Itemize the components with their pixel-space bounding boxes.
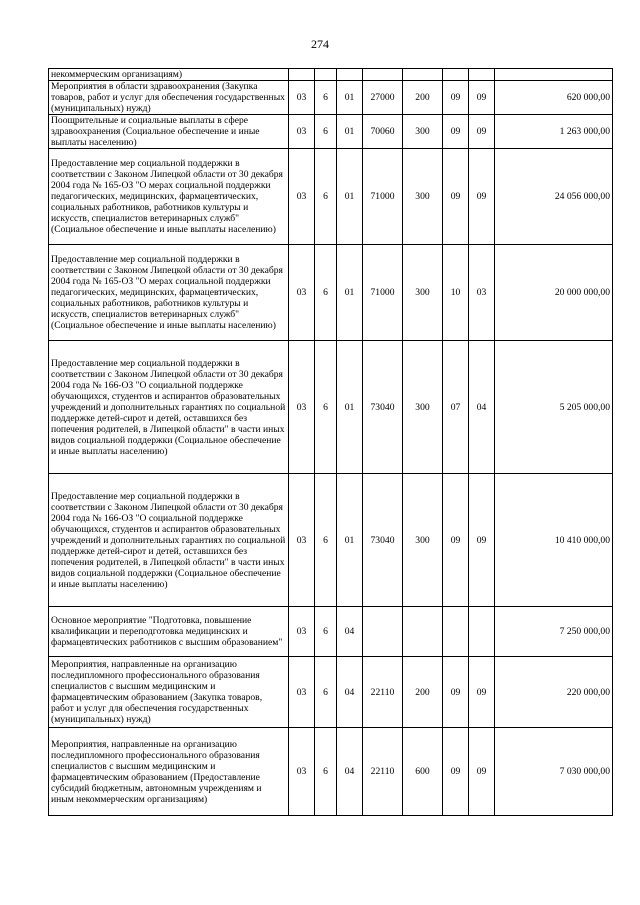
description-cell: Предоставление мер социальной поддержки в соответствии с Законом Липецкой области от 30 декабря 2004 года № 166-ОЗ "О социальной поддержке обучающихся, студентов и аспирантов образовательных учреждений и дополнительных гарантиях по социальной поддержке детей-сирот и детей, оставшихся без попечения родителей, в Липецкой области" в части иных видов социальной поддержки (Социальное обеспечение и иные выплаты населению) bbox=[49, 341, 289, 474]
subsection-cell: 09 bbox=[469, 149, 495, 245]
program-code-cell: 03 bbox=[289, 341, 315, 474]
section-cell: 09 bbox=[443, 81, 469, 115]
program-code-cell: 03 bbox=[289, 115, 315, 149]
description-cell: Мероприятия, направленные на организацию последипломного профессионального образования специалистов с высшим медицинским и фармацевтическим образованием (Закупка товаров, работ и услуг для обеспечения государственных (муниципальных) нужд) bbox=[49, 657, 289, 728]
program-code-cell: 03 bbox=[289, 81, 315, 115]
subprogram-code-cell: 6 bbox=[315, 474, 337, 607]
description-cell: Основное мероприятие "Подготовка, повышение квалификации и переподготовка медицинских и фармацевтических работников с высшим образованием" bbox=[49, 607, 289, 657]
subprogram-code-cell: 6 bbox=[315, 341, 337, 474]
direction-code-cell: 71000 bbox=[363, 149, 403, 245]
section-cell: 09 bbox=[443, 657, 469, 728]
expense-type-cell: 200 bbox=[403, 657, 443, 728]
expense-type-cell: 200 bbox=[403, 81, 443, 115]
budget-table bbox=[48, 68, 613, 816]
table-row bbox=[49, 657, 613, 728]
program-code-cell: 03 bbox=[289, 607, 315, 657]
description-cell: Мероприятия, направленные на организацию последипломного профессионального образования специалистов с высшим медицинским и фармацевтическим образованием (Предоставление субсидий бюджетным, автономным учреждениям и иным некоммерческим организациям) bbox=[49, 728, 289, 816]
main-activity-code-cell: 01 bbox=[337, 115, 363, 149]
direction-code-cell: 71000 bbox=[363, 245, 403, 341]
expense-type-cell bbox=[403, 69, 443, 81]
main-activity-code-cell bbox=[337, 69, 363, 81]
direction-code-cell bbox=[363, 69, 403, 81]
subprogram-code-cell: 6 bbox=[315, 115, 337, 149]
table-row bbox=[49, 607, 613, 657]
main-activity-code-cell: 01 bbox=[337, 81, 363, 115]
table-row bbox=[49, 474, 613, 607]
subprogram-code-cell: 6 bbox=[315, 245, 337, 341]
subsection-cell: 09 bbox=[469, 474, 495, 607]
subprogram-code-cell: 6 bbox=[315, 657, 337, 728]
expense-type-cell: 300 bbox=[403, 149, 443, 245]
subsection-cell: 04 bbox=[469, 341, 495, 474]
section-cell: 09 bbox=[443, 115, 469, 149]
program-code-cell: 03 bbox=[289, 728, 315, 816]
expense-type-cell: 300 bbox=[403, 115, 443, 149]
subsection-cell: 09 bbox=[469, 657, 495, 728]
subprogram-code-cell: 6 bbox=[315, 149, 337, 245]
table-row bbox=[49, 341, 613, 474]
table-row bbox=[49, 115, 613, 149]
amount-cell: 10 410 000,00 bbox=[495, 474, 613, 607]
main-activity-code-cell: 01 bbox=[337, 341, 363, 474]
program-code-cell: 03 bbox=[289, 474, 315, 607]
subsection-cell bbox=[469, 69, 495, 81]
amount-cell: 7 250 000,00 bbox=[495, 607, 613, 657]
section-cell bbox=[443, 69, 469, 81]
expense-type-cell: 300 bbox=[403, 341, 443, 474]
description-cell: Предоставление мер социальной поддержки в соответствии с Законом Липецкой области от 30 декабря 2004 года № 166-ОЗ "О социальной поддержке обучающихся, студентов и аспирантов образовательных учреждений и дополнительных гарантиях по социальной поддержке детей-сирот и детей, оставшихся без попечения родителей, в Липецкой области" в части иных видов социальной поддержки (Социальное обеспечение и иные выплаты населению) bbox=[49, 474, 289, 607]
section-cell: 09 bbox=[443, 728, 469, 816]
direction-code-cell: 27000 bbox=[363, 81, 403, 115]
subsection-cell: 09 bbox=[469, 81, 495, 115]
table-row bbox=[49, 81, 613, 115]
table-row bbox=[49, 69, 613, 81]
description-cell: некоммерческим организациям) bbox=[49, 69, 289, 81]
direction-code-cell bbox=[363, 607, 403, 657]
subsection-cell bbox=[469, 607, 495, 657]
subsection-cell: 09 bbox=[469, 115, 495, 149]
direction-code-cell: 70060 bbox=[363, 115, 403, 149]
section-cell: 09 bbox=[443, 149, 469, 245]
description-cell: Предоставление мер социальной поддержки в соответствии с Законом Липецкой области от 30 декабря 2004 года № 165-ОЗ "О мерах социальной поддержки педагогических, медицинских, фармацевтических, социальных работников, работников культуры и искусств, специалистов ветеринарных служб" (Социальное обеспечение и иные выплаты населению) bbox=[49, 245, 289, 341]
main-activity-code-cell: 04 bbox=[337, 657, 363, 728]
direction-code-cell: 22110 bbox=[363, 728, 403, 816]
direction-code-cell: 73040 bbox=[363, 474, 403, 607]
subprogram-code-cell: 6 bbox=[315, 728, 337, 816]
main-activity-code-cell: 04 bbox=[337, 728, 363, 816]
subprogram-code-cell: 6 bbox=[315, 81, 337, 115]
amount-cell: 24 056 000,00 bbox=[495, 149, 613, 245]
subsection-cell: 03 bbox=[469, 245, 495, 341]
section-cell: 07 bbox=[443, 341, 469, 474]
program-code-cell: 03 bbox=[289, 657, 315, 728]
program-code-cell bbox=[289, 69, 315, 81]
amount-cell: 220 000,00 bbox=[495, 657, 613, 728]
amount-cell: 20 000 000,00 bbox=[495, 245, 613, 341]
section-cell: 10 bbox=[443, 245, 469, 341]
direction-code-cell: 22110 bbox=[363, 657, 403, 728]
main-activity-code-cell: 01 bbox=[337, 474, 363, 607]
direction-code-cell: 73040 bbox=[363, 341, 403, 474]
table-row bbox=[49, 149, 613, 245]
amount-cell bbox=[495, 69, 613, 81]
program-code-cell: 03 bbox=[289, 245, 315, 341]
main-activity-code-cell: 01 bbox=[337, 149, 363, 245]
table-row bbox=[49, 728, 613, 816]
amount-cell: 5 205 000,00 bbox=[495, 341, 613, 474]
expense-type-cell: 300 bbox=[403, 245, 443, 341]
expense-type-cell: 600 bbox=[403, 728, 443, 816]
subprogram-code-cell: 6 bbox=[315, 607, 337, 657]
amount-cell: 620 000,00 bbox=[495, 81, 613, 115]
description-cell: Поощрительные и социальные выплаты в сфере здравоохранения (Социальное обеспечение и иные выплаты населению) bbox=[49, 115, 289, 149]
expense-type-cell bbox=[403, 607, 443, 657]
section-cell bbox=[443, 607, 469, 657]
description-cell: Предоставление мер социальной поддержки в соответствии с Законом Липецкой области от 30 декабря 2004 года № 165-ОЗ "О мерах социальной поддержки педагогических, медицинских, фармацевтических, социальных работников, работников культуры и искусств, специалистов ветеринарных служб" (Социальное обеспечение и иные выплаты населению) bbox=[49, 149, 289, 245]
page-number: 274 bbox=[311, 37, 329, 51]
program-code-cell: 03 bbox=[289, 149, 315, 245]
subsection-cell: 09 bbox=[469, 728, 495, 816]
section-cell: 09 bbox=[443, 474, 469, 607]
table-row bbox=[49, 245, 613, 341]
expense-type-cell: 300 bbox=[403, 474, 443, 607]
amount-cell: 7 030 000,00 bbox=[495, 728, 613, 816]
amount-cell: 1 263 000,00 bbox=[495, 115, 613, 149]
subprogram-code-cell bbox=[315, 69, 337, 81]
main-activity-code-cell: 01 bbox=[337, 245, 363, 341]
main-activity-code-cell: 04 bbox=[337, 607, 363, 657]
description-cell: Мероприятия в области здравоохранения (Закупка товаров, работ и услуг для обеспечения государственных (муниципальных) нужд) bbox=[49, 81, 289, 115]
